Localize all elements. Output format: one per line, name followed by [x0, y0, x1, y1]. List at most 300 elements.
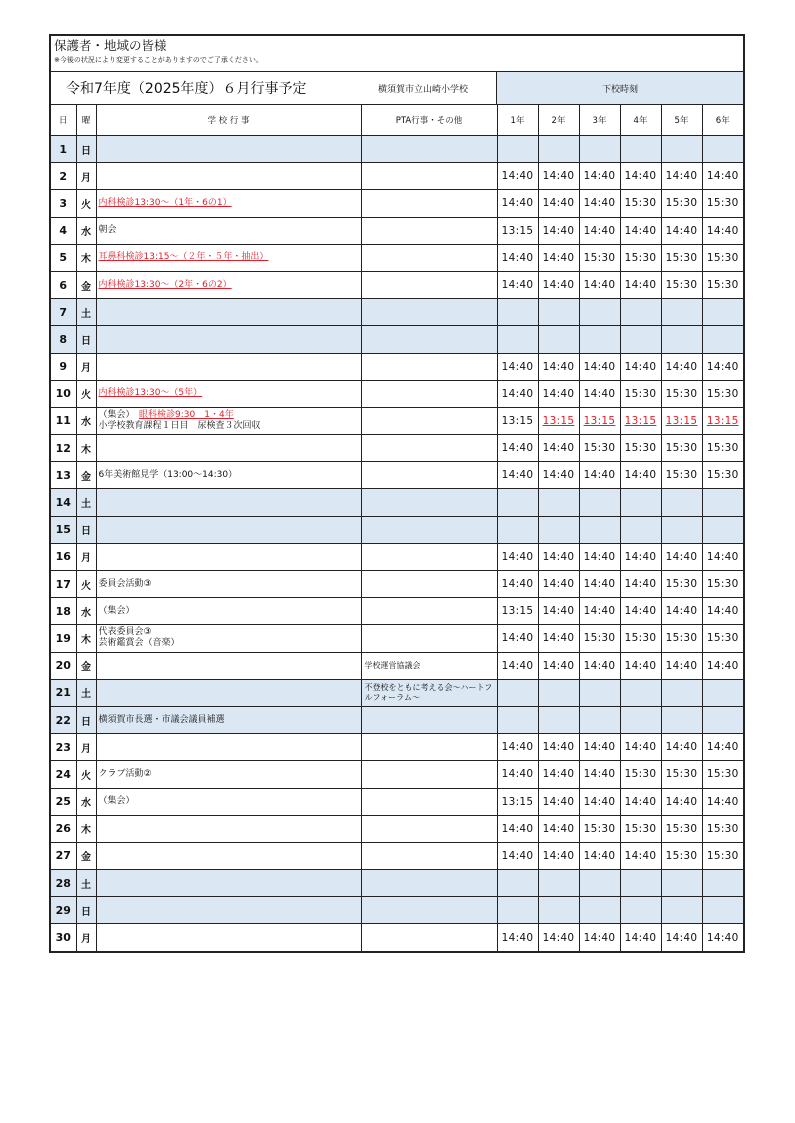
dismissal-time-grade-1: [497, 706, 538, 733]
pta-event: [361, 870, 497, 897]
dismissal-time-grade-3: [579, 679, 620, 706]
day-number: 24: [51, 761, 76, 788]
audience-label: 保護者・地域の皆様: [54, 38, 167, 53]
dismissal-time-grade-3: 14:40: [579, 190, 620, 217]
day-number: 20: [51, 652, 76, 679]
day-number: 9: [51, 353, 76, 380]
school-event: [96, 217, 361, 244]
dismissal-time-grade-6: [702, 299, 743, 326]
table-row: [51, 271, 743, 298]
dismissal-time-grade-6: 14:40: [702, 543, 743, 570]
table-row: [51, 679, 743, 706]
dismissal-time-grade-3: 14:40: [579, 652, 620, 679]
dismissal-time-grade-2: 14:40: [538, 598, 579, 625]
day-number: 1: [51, 136, 76, 163]
pta-event: [361, 299, 497, 326]
dismissal-time-grade-1: 13:15: [497, 788, 538, 815]
table-row: [51, 435, 743, 462]
dismissal-time-grade-2: 14:40: [538, 217, 579, 244]
table-row: [51, 571, 743, 598]
school-event: [96, 788, 361, 815]
dismissal-time-grade-5: 14:40: [661, 217, 702, 244]
day-number: 19: [51, 625, 76, 652]
table-row: [51, 734, 743, 761]
dismissal-time-grade-1: 14:40: [497, 543, 538, 570]
school-event: [96, 870, 361, 897]
dismissal-time-grade-4: 14:40: [620, 217, 661, 244]
col-grade-3: 3年: [579, 105, 620, 136]
dismissal-time-grade-2: 14:40: [538, 652, 579, 679]
dismissal-time-grade-4: 15:30: [620, 380, 661, 407]
dismissal-time-grade-5: 15:30: [661, 761, 702, 788]
dismissal-time-grade-5: [661, 897, 702, 924]
dismissal-time-grade-3: 15:30: [579, 244, 620, 271]
weekday: 日: [76, 897, 96, 924]
dismissal-time-grade-3: [579, 897, 620, 924]
dismissal-time-grade-3: 14:40: [579, 163, 620, 190]
weekday: 水: [76, 598, 96, 625]
table-row: [51, 897, 743, 924]
dismissal-time-grade-6: [702, 679, 743, 706]
dismissal-time-grade-3: [579, 326, 620, 353]
dismissal-time-grade-5: 14:40: [661, 924, 702, 951]
school-event: [96, 842, 361, 869]
dismissal-time-grade-3: [579, 299, 620, 326]
school-event: [96, 516, 361, 543]
dismissal-time-grade-5: 14:40: [661, 543, 702, 570]
pta-event: [361, 353, 497, 380]
day-number: 12: [51, 435, 76, 462]
dismissal-time-grade-5: 15:30: [661, 842, 702, 869]
dismissal-time-grade-3: 14:40: [579, 462, 620, 489]
dismissal-time-grade-4: 15:30: [620, 190, 661, 217]
pta-event: [361, 734, 497, 761]
dismissal-time-grade-5: 15:30: [661, 435, 702, 462]
table-row: [51, 407, 743, 434]
dismissal-time-grade-4: 15:30: [620, 761, 661, 788]
dismissal-time-grade-4: 15:30: [620, 815, 661, 842]
day-number: 17: [51, 571, 76, 598]
day-number: 23: [51, 734, 76, 761]
dismissal-time-grade-1: 14:40: [497, 190, 538, 217]
dismissal-time-grade-2: [538, 897, 579, 924]
dismissal-time-grade-3: 14:40: [579, 571, 620, 598]
dismissal-time-grade-2: 14:40: [538, 543, 579, 570]
pta-event: [361, 897, 497, 924]
dismissal-time-grade-4: 15:30: [620, 435, 661, 462]
weekday: 月: [76, 924, 96, 951]
pta-event: [361, 924, 497, 951]
table-row: [51, 761, 743, 788]
school-event: [96, 462, 361, 489]
dismissal-time-grade-6: [702, 516, 743, 543]
dismissal-time-grade-6: 15:30: [702, 625, 743, 652]
day-number: 4: [51, 217, 76, 244]
table-row: [51, 842, 743, 869]
day-number: 15: [51, 516, 76, 543]
pta-event: [361, 435, 497, 462]
pta-event: [361, 380, 497, 407]
dismissal-time-grade-1: 14:40: [497, 271, 538, 298]
dismissal-time-grade-2: 13:15: [538, 407, 579, 434]
weekday: 日: [76, 136, 96, 163]
dismissal-time-grade-1: 14:40: [497, 734, 538, 761]
weekday: 月: [76, 543, 96, 570]
weekday: 日: [76, 706, 96, 733]
event-text: 横須賀市長選・市議会議員補選: [98, 714, 225, 725]
day-number: 14: [51, 489, 76, 516]
day-number: 10: [51, 380, 76, 407]
title-block: [51, 72, 497, 104]
event-text: 眼科検診9:30 1・4年: [139, 409, 234, 420]
dismissal-time-grade-2: 14:40: [538, 571, 579, 598]
dismissal-time-grade-6: 13:15: [702, 407, 743, 434]
pta-event: [361, 516, 497, 543]
dismissal-time-grade-1: 14:40: [497, 571, 538, 598]
dismissal-time-grade-5: [661, 489, 702, 516]
dismissal-time-grade-1: 14:40: [497, 924, 538, 951]
dismissal-time-grade-4: 14:40: [620, 462, 661, 489]
dismissal-time-grade-3: 14:40: [579, 598, 620, 625]
dismissal-time-grade-4: [620, 516, 661, 543]
dismissal-time-grade-4: 14:40: [620, 734, 661, 761]
dismissal-time-grade-3: 13:15: [579, 407, 620, 434]
dismissal-time-grade-4: 14:40: [620, 571, 661, 598]
day-number: 7: [51, 299, 76, 326]
dismissal-time-grade-5: [661, 136, 702, 163]
dismissal-time-grade-4: 14:40: [620, 598, 661, 625]
dismissal-time-grade-5: 15:30: [661, 815, 702, 842]
pta-event: [361, 407, 497, 434]
dismissal-time-grade-3: 15:30: [579, 815, 620, 842]
weekday: 水: [76, 217, 96, 244]
dismissal-time-grade-3: 14:40: [579, 761, 620, 788]
table-row: [51, 136, 743, 163]
dismissal-time-grade-1: [497, 136, 538, 163]
dismissal-time-grade-2: [538, 489, 579, 516]
dismissal-time-grade-6: [702, 870, 743, 897]
school-event: [96, 163, 361, 190]
dismissal-time-grade-4: [620, 136, 661, 163]
school-event: [96, 897, 361, 924]
dismissal-time-grade-3: 14:40: [579, 271, 620, 298]
weekday: 木: [76, 244, 96, 271]
table-row: [51, 815, 743, 842]
weekday: 日: [76, 516, 96, 543]
dismissal-time-grade-5: 15:30: [661, 625, 702, 652]
pta-event: [361, 761, 497, 788]
pta-event: [361, 326, 497, 353]
dismissal-time-grade-2: [538, 136, 579, 163]
dismissal-time-grade-6: 15:30: [702, 815, 743, 842]
pta-event: [361, 271, 497, 298]
table-row: [51, 217, 743, 244]
dismissal-time-grade-3: 14:40: [579, 543, 620, 570]
school-event: [96, 489, 361, 516]
dismissal-time-grade-1: 13:15: [497, 217, 538, 244]
dismissal-time-grade-6: [702, 326, 743, 353]
school-event: [96, 679, 361, 706]
day-number: 11: [51, 407, 76, 434]
dismissal-time-grade-5: 14:40: [661, 598, 702, 625]
dismissal-time-grade-4: 14:40: [620, 788, 661, 815]
table-row: [51, 353, 743, 380]
school-event: [96, 244, 361, 271]
dismissal-time-grade-5: [661, 870, 702, 897]
table-row: [51, 326, 743, 353]
school-event: [96, 543, 361, 570]
dismissal-time-grade-4: [620, 299, 661, 326]
dismissal-time-grade-2: 14:40: [538, 842, 579, 869]
dismissal-time-grade-2: 14:40: [538, 625, 579, 652]
dismissal-title: 下校時刻: [497, 72, 743, 104]
weekday: 水: [76, 788, 96, 815]
dismissal-time-grade-2: [538, 679, 579, 706]
dismissal-time-grade-5: 15:30: [661, 380, 702, 407]
table-row: [51, 462, 743, 489]
col-school-events: 学 校 行 事: [96, 105, 361, 136]
dismissal-time-grade-4: [620, 706, 661, 733]
dismissal-time-grade-2: 14:40: [538, 190, 579, 217]
dismissal-time-grade-6: 15:30: [702, 190, 743, 217]
dismissal-time-grade-2: [538, 326, 579, 353]
dismissal-time-grade-2: 14:40: [538, 924, 579, 951]
dismissal-time-grade-1: 14:40: [497, 625, 538, 652]
dismissal-time-grade-1: [497, 326, 538, 353]
event-text: 芸術鑑賞会（音楽）: [98, 638, 180, 649]
event-text: （集会）: [98, 409, 131, 420]
dismissal-time-grade-2: [538, 870, 579, 897]
school-event: [96, 571, 361, 598]
weekday: 土: [76, 489, 96, 516]
col-day: 日: [51, 105, 76, 136]
dismissal-time-grade-4: 14:40: [620, 163, 661, 190]
dismissal-time-grade-2: 14:40: [538, 462, 579, 489]
dismissal-time-grade-1: [497, 679, 538, 706]
event-text: （集会）: [98, 796, 135, 807]
pta-event: [361, 543, 497, 570]
day-number: 6: [51, 271, 76, 298]
dismissal-time-grade-6: 15:30: [702, 244, 743, 271]
dismissal-time-grade-6: 14:40: [702, 217, 743, 244]
dismissal-time-grade-6: 15:30: [702, 271, 743, 298]
weekday: 土: [76, 679, 96, 706]
dismissal-time-grade-4: [620, 897, 661, 924]
school-event: [96, 326, 361, 353]
day-number: 16: [51, 543, 76, 570]
dismissal-time-grade-1: 14:40: [497, 761, 538, 788]
dismissal-time-grade-1: 14:40: [497, 815, 538, 842]
weekday: 金: [76, 462, 96, 489]
school-event: [96, 299, 361, 326]
dismissal-time-grade-6: [702, 489, 743, 516]
school-event: [96, 706, 361, 733]
weekday: 木: [76, 625, 96, 652]
table-row: [51, 598, 743, 625]
dismissal-time-grade-5: 14:40: [661, 788, 702, 815]
dismissal-time-grade-1: 14:40: [497, 163, 538, 190]
dismissal-time-grade-6: 15:30: [702, 571, 743, 598]
dismissal-time-grade-1: 14:40: [497, 435, 538, 462]
weekday: 火: [76, 571, 96, 598]
dismissal-time-grade-5: [661, 516, 702, 543]
school-event: [96, 190, 361, 217]
dismissal-time-grade-4: 14:40: [620, 543, 661, 570]
dismissal-time-grade-2: 14:40: [538, 761, 579, 788]
table-row: [51, 788, 743, 815]
pta-event: 学校運営協議会: [361, 652, 497, 679]
pta-event: [361, 217, 497, 244]
day-number: 22: [51, 706, 76, 733]
day-number: 2: [51, 163, 76, 190]
dismissal-time-grade-2: [538, 706, 579, 733]
dismissal-time-grade-1: [497, 299, 538, 326]
school-event: [96, 353, 361, 380]
dismissal-time-grade-2: 14:40: [538, 734, 579, 761]
dismissal-time-grade-6: 14:40: [702, 734, 743, 761]
table-row: [51, 706, 743, 733]
dismissal-time-grade-6: 15:30: [702, 462, 743, 489]
col-grade-4: 4年: [620, 105, 661, 136]
dismissal-time-grade-6: [702, 897, 743, 924]
dismissal-time-grade-1: 14:40: [497, 353, 538, 380]
dismissal-time-grade-5: 14:40: [661, 353, 702, 380]
weekday: 金: [76, 652, 96, 679]
school-event: [96, 435, 361, 462]
weekday: 土: [76, 870, 96, 897]
dismissal-time-grade-4: [620, 326, 661, 353]
dismissal-time-grade-6: [702, 136, 743, 163]
event-text: クラブ活動②: [98, 768, 152, 779]
pta-event: [361, 788, 497, 815]
dismissal-time-grade-5: 15:30: [661, 571, 702, 598]
weekday: 木: [76, 435, 96, 462]
table-row: [51, 924, 743, 951]
dismissal-time-grade-2: [538, 516, 579, 543]
col-grade-5: 5年: [661, 105, 702, 136]
dismissal-time-grade-3: 14:40: [579, 842, 620, 869]
pta-event: [361, 598, 497, 625]
column-header-row: [51, 105, 743, 136]
schedule-sheet: [49, 34, 745, 953]
day-number: 29: [51, 897, 76, 924]
pta-event: [361, 842, 497, 869]
pta-event: [361, 706, 497, 733]
day-number: 30: [51, 924, 76, 951]
dismissal-time-grade-2: 14:40: [538, 163, 579, 190]
dismissal-time-grade-3: 15:30: [579, 435, 620, 462]
dismissal-time-grade-5: [661, 706, 702, 733]
dismissal-time-grade-5: 14:40: [661, 652, 702, 679]
dismissal-time-grade-5: 13:15: [661, 407, 702, 434]
dismissal-time-grade-6: 14:40: [702, 598, 743, 625]
day-number: 18: [51, 598, 76, 625]
dismissal-time-grade-5: 15:30: [661, 462, 702, 489]
dismissal-time-grade-4: [620, 870, 661, 897]
dismissal-time-grade-6: 14:40: [702, 353, 743, 380]
dismissal-time-grade-5: [661, 679, 702, 706]
dismissal-time-grade-3: [579, 489, 620, 516]
event-text: 6年美術館見学（13:00～14:30）: [98, 469, 238, 480]
weekday: 木: [76, 815, 96, 842]
school-event: [96, 136, 361, 163]
dismissal-time-grade-3: 14:40: [579, 380, 620, 407]
dismissal-time-grade-2: 14:40: [538, 244, 579, 271]
day-number: 21: [51, 679, 76, 706]
day-number: 8: [51, 326, 76, 353]
page-title: 令和7年度（2025年度）６月行事予定: [66, 81, 307, 97]
dismissal-time-grade-4: 13:15: [620, 407, 661, 434]
dismissal-time-grade-5: 14:40: [661, 163, 702, 190]
dismissal-time-grade-3: 14:40: [579, 217, 620, 244]
table-row: [51, 652, 743, 679]
dismissal-time-grade-1: 14:40: [497, 652, 538, 679]
pta-event: [361, 462, 497, 489]
dismissal-time-grade-1: 14:40: [497, 244, 538, 271]
dismissal-time-grade-2: 14:40: [538, 271, 579, 298]
table-row: [51, 625, 743, 652]
weekday: 日: [76, 326, 96, 353]
event-text: 内科検診13:30～（1年・6の1）: [98, 197, 232, 208]
table-row: [51, 516, 743, 543]
weekday: 火: [76, 761, 96, 788]
weekday: 水: [76, 407, 96, 434]
weekday: 月: [76, 353, 96, 380]
dismissal-time-grade-3: 14:40: [579, 734, 620, 761]
day-number: 3: [51, 190, 76, 217]
dismissal-time-grade-4: 15:30: [620, 244, 661, 271]
dismissal-time-grade-5: [661, 326, 702, 353]
dismissal-time-grade-5: 14:40: [661, 734, 702, 761]
event-text: 耳鼻科検診13:15～（２年・５年・抽出）: [98, 252, 269, 263]
dismissal-time-grade-6: 15:30: [702, 842, 743, 869]
dismissal-time-grade-6: 14:40: [702, 788, 743, 815]
pta-event: [361, 190, 497, 217]
dismissal-time-grade-6: 15:30: [702, 435, 743, 462]
dismissal-time-grade-1: 14:40: [497, 462, 538, 489]
event-text: 代表委員会③: [98, 627, 152, 638]
change-note: ※今後の状況により変更することがありますのでご了承ください。: [54, 56, 263, 64]
school-event: [96, 815, 361, 842]
school-event: [96, 271, 361, 298]
dismissal-time-grade-6: [702, 706, 743, 733]
weekday: 月: [76, 163, 96, 190]
dismissal-time-grade-4: [620, 489, 661, 516]
event-text: 内科検診13:30～（2年・6の2）: [98, 279, 232, 290]
dismissal-time-grade-6: 14:40: [702, 163, 743, 190]
dismissal-time-grade-1: [497, 870, 538, 897]
pta-event: [361, 136, 497, 163]
pta-event: [361, 625, 497, 652]
col-grade-2: 2年: [538, 105, 579, 136]
school-event: [96, 625, 361, 652]
weekday: 火: [76, 190, 96, 217]
dismissal-time-grade-5: 15:30: [661, 244, 702, 271]
pta-event: [361, 571, 497, 598]
day-number: 26: [51, 815, 76, 842]
weekday: 金: [76, 842, 96, 869]
school-name: 横須賀市立山崎小学校: [378, 84, 469, 95]
dismissal-time-grade-4: [620, 679, 661, 706]
pta-event: 不登校をともに考える会～ハートフルフォーラム～: [361, 679, 497, 706]
dismissal-time-grade-1: 13:15: [497, 407, 538, 434]
weekday: 金: [76, 271, 96, 298]
day-number: 27: [51, 842, 76, 869]
table-row: [51, 489, 743, 516]
day-number: 25: [51, 788, 76, 815]
dismissal-time-grade-1: [497, 516, 538, 543]
schedule-table: [51, 105, 743, 951]
